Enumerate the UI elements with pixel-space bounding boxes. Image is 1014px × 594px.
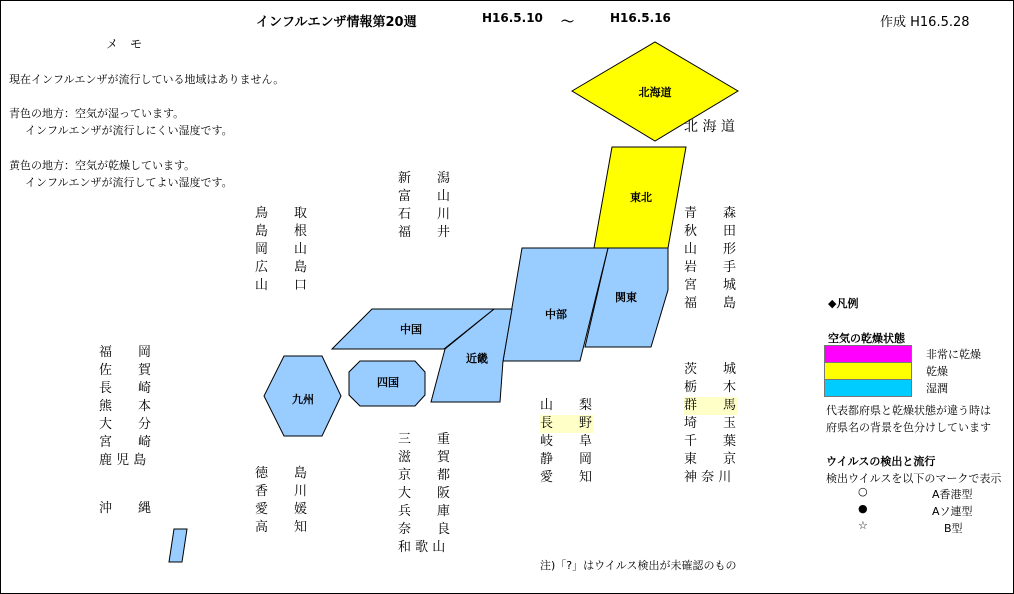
pref-item: 鳥 取: [255, 206, 308, 221]
pref-item: 島 根: [255, 224, 308, 239]
pref-item: 兵 庫: [398, 504, 451, 519]
pref-item: 愛 知: [540, 470, 593, 485]
legend-virus-label-a-hongkong: A香港型: [932, 488, 973, 501]
region-shikoku-label: 四国: [377, 376, 399, 389]
legend-virus-label-b-type: B型: [944, 522, 963, 535]
pref-item: 山 梨: [540, 398, 593, 413]
pref-item: 山 形: [684, 242, 737, 257]
pref-item: 神 奈 川: [684, 470, 732, 485]
pref-list-shikoku: [255, 465, 307, 537]
pref-item: 福 井: [398, 225, 451, 240]
legend-virus-heading: ウイルスの検出と流行: [826, 455, 936, 468]
created-date: 作成 H16.5.28: [880, 15, 970, 30]
legend-swatch-humid: [824, 379, 912, 397]
pref-item: 三 重: [398, 432, 451, 447]
legend-label-humid: 湿潤: [926, 382, 948, 395]
pref-item: 千 葉: [684, 434, 737, 449]
pref-item: 沖 縄: [99, 501, 152, 516]
pref-item: 京 都: [398, 468, 451, 483]
region-kyushu-label: 九州: [292, 393, 314, 406]
report-title: インフルエンザ情報第20週: [256, 15, 417, 30]
pref-item: 埼 玉: [684, 416, 737, 431]
pref-item: 山 口: [255, 278, 308, 293]
memo-line-3: インフルエンザが流行しにくい湿度です。: [25, 124, 233, 137]
pref-item: 滋 賀: [398, 450, 451, 465]
a-hongkong-mark-icon: ○: [858, 485, 868, 498]
memo-line-2: 青色の地方：空気が湿っています。: [9, 107, 185, 120]
pref-item: 新 潟: [398, 171, 451, 186]
legend-air-heading: 空気の乾燥状態: [828, 332, 905, 345]
period-tilde: ～: [561, 15, 575, 30]
period-end: H16.5.16: [610, 11, 671, 25]
pref-list-kyushu: [99, 344, 151, 470]
region-hokkaido-label: 北海道: [638, 86, 672, 99]
pref-item: 徳 島: [255, 466, 308, 481]
pref-item: 石 川: [398, 207, 451, 222]
pref-list-kanto: [684, 361, 738, 487]
pref-item: 岩 手: [684, 260, 737, 275]
region-kinki-label: 近畿: [466, 352, 488, 365]
pref-list-tohoku: [684, 205, 736, 313]
region-kanto-label: 関東: [615, 291, 637, 304]
legend-virus-label-a-soviet: Aソ連型: [932, 505, 973, 518]
pref-item: 和 歌 山: [398, 540, 446, 555]
pref-item: 岡 山: [255, 242, 308, 257]
pref-list-hokkaido: [684, 118, 735, 136]
legend-note-1: 代表都府県と乾燥状態が違う時は: [826, 404, 991, 417]
pref-item: 宮 崎: [99, 435, 152, 450]
legend-swatch-dry: [824, 362, 912, 380]
pref-item: 広 島: [255, 260, 308, 275]
region-okinawa[interactable]: [169, 529, 187, 562]
pref-item: 栃 木: [684, 380, 737, 395]
pref-item: 福 岡: [99, 345, 152, 360]
footnote: 注)「?」はウイルス検出が未確認のもの: [540, 559, 737, 572]
pref-item: 青 森: [684, 206, 737, 221]
pref-item: 大 分: [99, 417, 152, 432]
memo-line-1: 現在インフルエンザが流行している地域はありません。: [9, 73, 285, 86]
pref-item: 長 崎: [99, 381, 152, 396]
pref-item: 富 山: [398, 189, 451, 204]
pref-item: 鹿 児 島: [99, 453, 147, 468]
legend-label-dry: 乾燥: [926, 365, 948, 378]
pref-item-highlighted: 長 野: [540, 416, 593, 431]
pref-item: 奈 良: [398, 522, 451, 537]
pref-item: 静 岡: [540, 452, 593, 467]
pref-item: 大 阪: [398, 486, 451, 501]
pref-item: 北 海 道: [684, 119, 735, 135]
pref-list-kinki: [398, 431, 450, 557]
pref-item: 東 京: [684, 452, 737, 467]
pref-item: 福 島: [684, 296, 737, 311]
legend-note-2: 府県名の背景を色分けしています: [826, 421, 991, 434]
memo-line-5: インフルエンザが流行してよい湿度です。: [25, 176, 233, 189]
pref-item: 愛 媛: [255, 502, 308, 517]
legend-swatch-very-dry: [824, 345, 912, 363]
pref-item-highlighted: 群 馬: [684, 398, 737, 413]
a-soviet-mark-icon: ●: [858, 502, 868, 515]
legend-label-very-dry: 非常に乾燥: [926, 348, 981, 361]
memo-line-4: 黄色の地方：空気が乾燥しています。: [9, 159, 196, 172]
pref-list-okinawa: [99, 500, 151, 518]
pref-list-chubu-south: [540, 397, 594, 487]
pref-item: 茨 城: [684, 362, 737, 377]
period-start: H16.5.10: [482, 11, 543, 25]
region-tohoku-label: 東北: [630, 191, 652, 204]
b-type-mark-icon: ☆: [858, 519, 868, 532]
pref-item: 宮 城: [684, 278, 737, 293]
legend-virus-subheading: 検出ウイルスを以下のマークで表示: [826, 472, 1002, 485]
pref-item: 秋 田: [684, 224, 737, 239]
memo-heading: メ モ: [106, 37, 143, 51]
region-chugoku-label: 中国: [400, 323, 422, 336]
pref-item: 熊 本: [99, 399, 152, 414]
pref-item: 岐 阜: [540, 434, 593, 449]
pref-list-chubu-north: [398, 170, 450, 242]
region-chubu-label: 中部: [545, 308, 567, 321]
legend-heading: ◆凡例: [828, 297, 859, 310]
pref-item: 香 川: [255, 484, 308, 499]
pref-list-chugoku: [255, 205, 307, 295]
pref-item: 佐 賀: [99, 363, 152, 378]
pref-item: 高 知: [255, 520, 308, 535]
